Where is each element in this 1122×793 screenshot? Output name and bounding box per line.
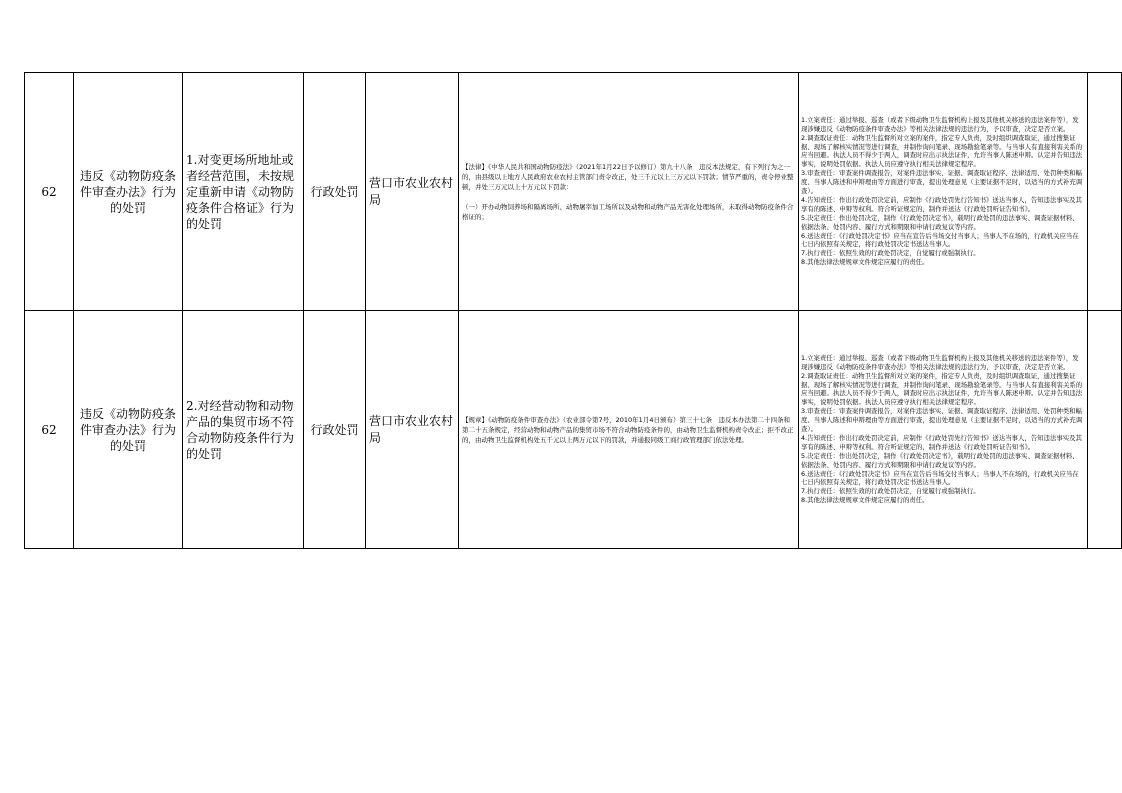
legal-basis — [459, 73, 799, 311]
power-type: 行政处罚 — [304, 311, 366, 549]
department: 营口市农业农村局 — [366, 73, 459, 311]
legal-basis — [459, 311, 799, 549]
duty-item: 5.决定责任：作出处罚决定，制作《行政处罚决定书》，载明行政处罚的违法事实、调查证据材料、依据法条、处罚内容、履行方式和期限和申请行政复议等内容。 — [801, 451, 1079, 469]
duty-item: 1.立案责任：通过举报、巡查（或者下级动物卫生监督机构上报及其他机关移送的违法案件等），发现涉嫌违反《动物防疫条件审查办法》等相关法律法规的违法行为，予以审查，决定是否立案。 — [801, 353, 1079, 371]
duty-item: 8.其他法律法规规章文件规定应履行的责任。 — [801, 258, 929, 267]
sub-item: 2.对经营动物和动物产品的集贸市场不符合动物防疫条件行为的处罚 — [183, 311, 304, 549]
duty-item: 4.告知责任：作出行政处罚决定前，应制作《行政处罚先行告知书》送达当事人，告知违法事实及其享有的陈述、申辩等权利。符合听证规定的，制作并送达《行政处罚听证告知书》。 — [801, 433, 1082, 451]
item-name: 违反《动物防疫条件审查办法》行为的处罚 — [74, 311, 183, 549]
duty-item: 3.审查责任：审查案件调查报告，对案件违法事实、证据、调查取证程序、法律适用、处罚种类和幅度、当事人陈述和申辩理由等方面进行审查，提出处理意见（主要证据不足时，以适当的方式补充调查）。 — [801, 407, 1083, 434]
department: 营口市农业农村局 — [366, 311, 459, 549]
row-number: 62 — [25, 311, 74, 549]
duty-item: 5.决定责任：作出处罚决定，制作《行政处罚决定书》，载明行政处罚的违法事实、调查证据材料、依据法条、处罚内容、履行方式和期限和申请行政复议等内容。 — [801, 213, 1079, 231]
remarks-cell — [1088, 73, 1122, 311]
responsibility-list — [799, 311, 1088, 549]
duty-item: 6.送达责任：《行政处罚决定书》应当在宣告后当场交付当事人；当事人不在场的，行政机关应当在七日内依照有关规定，将行政处罚决定书送达当事人。 — [801, 231, 1079, 249]
table-row — [25, 73, 1122, 311]
legal-basis-clause: （一）开办动物饲养场和隔离场所、动物屠宰加工场所以及动物和动物产品无害化处理场所，未取得动物防疫条件合格证的； — [462, 202, 794, 221]
power-type: 行政处罚 — [304, 73, 366, 311]
duty-item: 6.送达责任：《行政处罚决定书》应当在宣告后当场交付当事人；当事人不在场的，行政机关应当在七日内依照有关规定，将行政处罚决定书送达当事人。 — [801, 469, 1079, 487]
sub-item: 1.对变更场所地址或者经营范围，未按规定重新申请《动物防疫条件合格证》行为的处罚 — [183, 73, 304, 311]
duty-item: 2.调查取证责任：动物卫生监督所对立案的案件，指定专人负责，及时组织调查取证，通过搜集证据、现场了解核实情况等进行调查，并制作询问笔录、现场勘验笔录等。与当事人有直接利害关系的应当回避。执法人员不得少于两人，调查时应出示执法证件，允许当事人陈述申辩。认定并告知违法事实，说明处罚依据。执法人员应遵守执行相关法律规定程序。 — [801, 133, 1083, 169]
responsibility-list — [799, 73, 1088, 311]
duty-item: 3.审查责任：审查案件调查报告，对案件违法事实、证据、调查取证程序、法律适用、处罚种类和幅度、当事人陈述和申辩理由等方面进行审查，提出处理意见（主要证据不足时，以适当的方式补充调查）。 — [801, 169, 1083, 196]
duty-item: 8.其他法律法规规章文件规定应履行的责任。 — [801, 496, 929, 505]
duty-item: 7.执行责任：依照生效的行政处罚决定，自觉履行或强制执行。 — [801, 249, 980, 258]
row-number: 62 — [25, 73, 74, 311]
duty-item: 7.执行责任：依照生效的行政处罚决定，自觉履行或强制执行。 — [801, 487, 980, 496]
legal-basis-text: 【规章】《动物防疫条件审查办法》（农业部令第7号，2010年1月4日颁布）第三十七条 违反本办法第二十四条和第二十五条规定，经营动物和动物产品的集贸市场不符合动物防疫条件的，由动物卫生监督机构责令改正；拒不改正的，由动物卫生监督机构处五千元以上两万元以下的罚款，并通报同级工商行政管理部门依法处理。 — [462, 415, 794, 444]
table-row — [25, 311, 1122, 549]
legal-basis-text: 【法律】《中华人民共和国动物防疫法》（2021年1月22日予以修订）第九十八条 违反本法规定，有下列行为之一的，由县级以上地方人民政府农业农村主管部门责令改正，处三千元以上三万元以下罚款；情节严重的，责令停业整顿，并处三万元以上十万元以下罚款： — [462, 162, 794, 191]
authority-table — [24, 72, 1122, 549]
duty-item: 2.调查取证责任：动物卫生监督所对立案的案件，指定专人负责，及时组织调查取证，通过搜集证据、现场了解核实情况等进行调查，并制作询问笔录、现场勘验笔录等。与当事人有直接利害关系的应当回避。执法人员不得少于两人，调查时应出示执法证件，允许当事人陈述申辩。认定并告知违法事实，说明处罚依据。执法人员应遵守执行相关法律规定程序。 — [801, 371, 1083, 407]
remarks-cell — [1088, 311, 1122, 549]
item-name: 违反《动物防疫条件审查办法》行为的处罚 — [74, 73, 183, 311]
duty-item: 4.告知责任：作出行政处罚决定前，应制作《行政处罚先行告知书》送达当事人，告知违法事实及其享有的陈述、申辩等权利。符合听证规定的，制作并送达《行政处罚听证告知书》。 — [801, 195, 1082, 213]
duty-item: 1.立案责任：通过举报、巡查（或者下级动物卫生监督机构上报及其他机关移送的违法案件等），发现涉嫌违反《动物防疫条件审查办法》等相关法律法规的违法行为，予以审查，决定是否立案。 — [801, 115, 1079, 133]
